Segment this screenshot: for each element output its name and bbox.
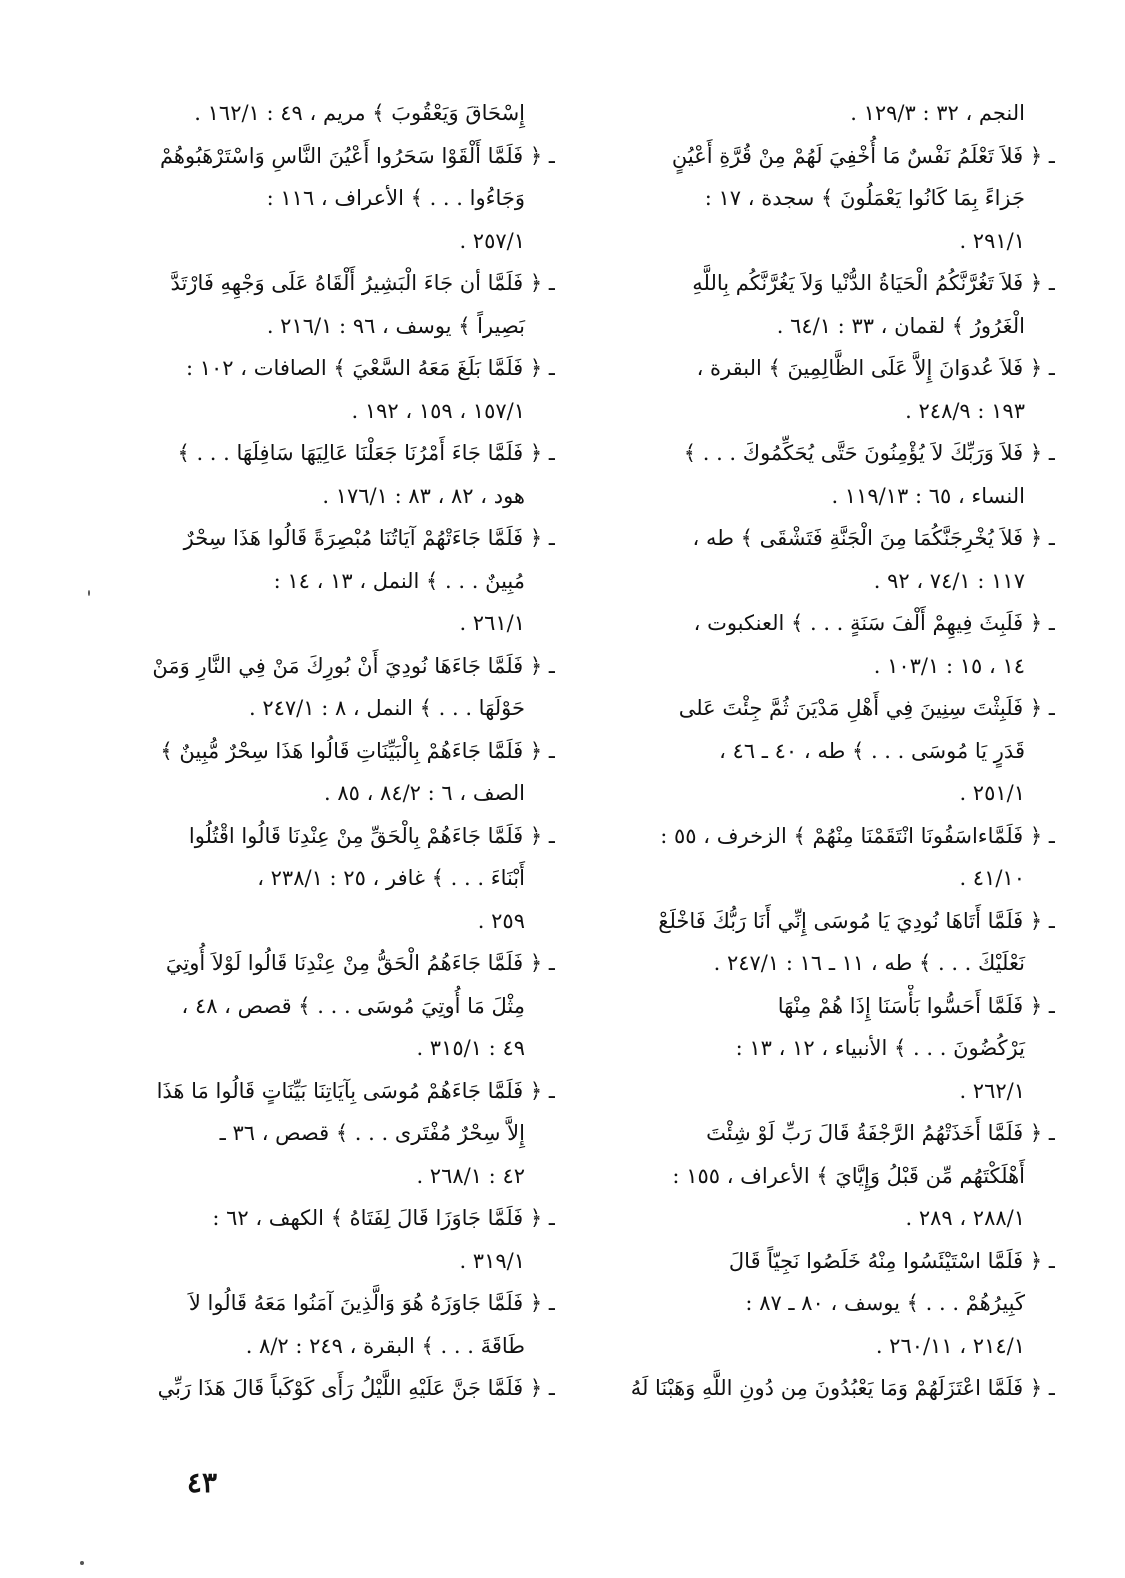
index-line: ـ ﴿ فَلَمَّا جَاءَ أَمْرُنَا جَعَلْنَا عَالِيَهَا سَافِلَهَا . . . ﴾ <box>177 441 555 465</box>
index-line: ـ ﴿ فَلاَ يُخْرِجَنَّكُمَا مِنَ الْجَنَّةِ فَتَشْقَى ﴾ طه ، <box>692 526 1055 550</box>
index-line: حَوْلَهَا . . . ﴾ النمل ، ٨ : ٢٤٧/١ . <box>248 696 525 720</box>
index-line: ٢٨٨/١ ، ٢٨٩ . <box>905 1206 1025 1230</box>
index-line: ـ ﴿ فَلَمَّا جَنَّ عَلَيْهِ اللَّيْلُ رَأَى كَوْكَباً قَالَ هَذَا رَبِّي <box>157 1376 555 1400</box>
index-line: ٤٢ : ٢٦٨/١ . <box>416 1163 525 1188</box>
index-line: الصف ، ٦ : ٨٤/٢ ، ٨٥ . <box>323 781 525 805</box>
index-line: ـ ﴿ فَلَمَّا جَاءَهُمْ مُوسَى بِآيَاتِنَا بَيِّنَاتٍ قَالُوا مَا هَذَا <box>156 1078 555 1103</box>
index-line: ١٥٧/١ ، ١٥٩ ، ١٩٢ . <box>351 398 525 423</box>
index-line: هود ، ٨٢ ، ٨٣ : ١٧٦/١ . <box>322 483 525 508</box>
index-line: ـ ﴿ فَلاَ تَغُرَّنَّكُمُ الْحَيَاةُ الدُّنْيا وَلاَ يَغُرَّنَّكُم بِاللَّهِ <box>692 271 1055 295</box>
index-line: ٢٦٢/١ . <box>959 1078 1025 1103</box>
index-line: ١٩٣ : ٢٤٨/٩ . <box>905 398 1025 423</box>
index-line: النجم ، ٣٢ : ١٢٩/٣ . <box>850 101 1025 125</box>
index-line: مُبِينٌ . . . ﴾ النمل ، ١٣ ، ١٤ : <box>273 568 525 593</box>
index-line: ـ ﴿ فَلَمَّا جَاوَزَهُ هُوَ وَالَّذِينَ آمَنُوا مَعَهُ قَالُوا لاَ <box>188 1291 555 1315</box>
index-line: ـ ﴿ فَلَمَّا جَاءَهُمُ الْحَقُّ مِنْ عِنْدِنَا قَالُوا لَوْلاَ أُوتِيَ <box>165 951 555 975</box>
index-line: بَصِيراً ﴾ يوسف ، ٩٦ : ٢١٦/١ . <box>266 313 525 338</box>
index-line: ـ ﴿ فَلَمَّا اعْتَزَلَهُمْ وَمَا يَعْبُدُونَ مِن دُونِ اللَّهِ وَهَبْنَا لَهُ <box>630 1376 1055 1400</box>
index-line: ـ ﴿ فَلَمَّا جَاءَهُمْ بِالْحَقِّ مِنْ عِنْدِنَا قَالُوا اقْتُلُوا <box>188 823 555 848</box>
index-line: ٤٩ : ٣١٥/١ . <box>416 1036 525 1060</box>
index-line: ٢٥٩ . <box>477 908 525 933</box>
index-line: ـ ﴿ فَلَبِثَ فِيهِمْ أَلْفَ سَنَةٍ . . . ﴾ العنكبوت ، <box>693 611 1055 635</box>
index-line: قَدَرٍ يَا مُوسَى . . . ﴾ طه ، ٤٠ ـ ٤٦ ، <box>719 738 1025 763</box>
index-line: ٢٩١/١ . <box>959 228 1025 253</box>
index-line: ـ ﴿ فَلَمَّا أَلْقَوْا سَحَرُوا أَعْيُنَ النَّاسِ وَاسْتَرْهَبُوهُمْ <box>159 143 555 168</box>
index-line: ـ ﴿ فَلَمَّا أَحَسُّوا بَأْسَنَا إِذَا هُمْ مِنْهَا <box>777 993 1055 1018</box>
index-line: ٢٦١/١ . <box>459 611 525 635</box>
index-line: ـ ﴿ فَلاَ تَعْلَمُ نَفْسٌ مَا أُخْفِيَ لَهُمْ مِنْ قُرَّةِ أَعْيُنٍ <box>671 143 1055 168</box>
page-number: ٤٣ <box>186 1466 217 1499</box>
index-line: مِثْلَ مَا أُوتِيَ مُوسَى . . . ﴾ قصص ، ٤٨ ، <box>181 993 525 1018</box>
index-line: الْغَرُورُ ﴾ لقمان ، ٣٣ : ٦٤/١ . <box>776 313 1025 338</box>
index-line: ـ ﴿ فَلَمَّا أن جَاءَ الْبَشِيرُ أَلْقَاهُ عَلَى وَجْهِهِ فَارْتَدَّ <box>170 271 555 295</box>
index-line: إِلاَّ سِحْرٌ مُفْتَرى . . . ﴾ قصص ، ٣٦ ـ <box>219 1121 525 1145</box>
index-line: جَزاءً بِمَا كَانُوا يَعْمَلُونَ ﴾ سجدة ، ١٧ : <box>704 186 1025 210</box>
index-line: وَجَاءُوا . . . ﴾ الأعراف ، ١١٦ : <box>266 186 525 210</box>
index-line: ٣١٩/١ . <box>459 1248 525 1273</box>
index-line: ـ ﴿ فَلَمَّا جَاءَتْهُمْ آيَاتُنَا مُبْصِرَةً قَالُوا هَذَا سِحْرٌ <box>183 526 555 550</box>
index-line: ـ ﴿ فَلَمَّا اسْتَيْئَسُوا مِنْهُ خَلَصُوا نَجِيّاً قَالَ <box>728 1248 1055 1273</box>
scan-speck <box>88 590 90 596</box>
index-line: ـ ﴿ فَلَمَّا جَاءَهَا نُودِيَ أَنْ بُورِكَ مَنْ فِي النَّارِ وَمَنْ <box>152 653 555 678</box>
index-line: ٢٥٧/١ . <box>459 228 525 253</box>
index-line: أَبْنَاءَ . . . ﴾ غافر ، ٢٥ : ٢٣٨/١ ، <box>257 866 525 890</box>
index-column-right <box>625 92 1055 1410</box>
index-line: ١٤ ، ١٥ : ١٠٣/١ . <box>873 653 1025 678</box>
index-line: إِسْحَاقَ وَيَعْقُوبَ ﴾ مريم ، ٤٩ : ١٦٢/١ . <box>194 101 525 125</box>
index-line: ـ ﴿ فَلَمَّا أَخَذَتْهُمُ الرَّجْفَةُ قَالَ رَبِّ لَوْ شِئْتَ <box>706 1121 1055 1145</box>
scan-speck <box>80 1561 84 1565</box>
index-line: ـ ﴿ فَلاَ عُدوَانَ إِلاَّ عَلَى الظَّالِمِينَ ﴾ البقرة ، <box>696 356 1055 380</box>
index-line: ـ ﴿ فَلَمَّا بَلَغَ مَعَهُ السَّعْيَ ﴾ الصافات ، ١٠٢ : <box>185 356 555 380</box>
index-line: طَاقَةَ . . . ﴾ البقرة ، ٢٤٩ : ٨/٢ . <box>245 1333 525 1358</box>
index-line: ـ ﴿ فَلاَ وَرَبِّكَ لاَ يُؤْمِنُونَ حَتَّى يُحَكِّمُوكَ . . . ﴾ <box>683 441 1055 465</box>
index-line: أَهْلَكْتَهُم مِّن قَبْلُ وَإِيَّايَ ﴾ الأعراف ، ١٥٥ : <box>672 1163 1025 1188</box>
index-line: ١١٧ : ٧٤/١ ، ٩٢ . <box>873 568 1025 593</box>
index-column-left <box>125 92 555 1410</box>
index-line: ٤١/١٠ . <box>959 866 1025 890</box>
index-line: ـ ﴿ فَلَمَّا جَاءَهُمْ بِالْبَيِّنَاتِ قَالُوا هَذَا سِحْرٌ مُّبِينٌ ﴾ <box>160 738 555 763</box>
index-line: نَعْلَيْكَ . . . ﴾ طه ، ١١ ـ ١٦ : ٢٤٧/١ . <box>713 951 1025 975</box>
index-line: النساء ، ٦٥ : ١١٩/١٣ . <box>831 483 1025 508</box>
index-line: ـ ﴿ فَلَمَّاءاسَفُونَا انْتَقَمْنَا مِنْهُمْ ﴾ الزخرف ، ٥٥ : <box>660 823 1055 848</box>
index-line: ٢١٤/١ ، ٢٦٠/١١ . <box>875 1333 1025 1358</box>
index-line: ـ ﴿ فَلَمَّا جَاوَزَا قَالَ لِفَتَاهُ ﴾ الكهف ، ٦٢ : <box>212 1206 555 1230</box>
index-line: ٢٥١/١ . <box>959 781 1025 805</box>
index-line: يَرْكُضُونَ . . . ﴾ الأنبياء ، ١٢ ، ١٣ : <box>735 1036 1025 1060</box>
index-line: ـ ﴿ فَلَمَّا أَتَاهَا نُودِيَ يَا مُوسَى إِنِّي أَنَا رَبُّكَ فَاخْلَعْ <box>658 908 1055 933</box>
index-line: كَبِيرُهُمْ . . . ﴾ يوسف ، ٨٠ ـ ٨٧ : <box>745 1291 1025 1315</box>
index-line: ـ ﴿ فَلَبِثْتَ سِنِينَ فِي أَهْلِ مَدْيَنَ ثُمَّ جِئْتَ عَلى <box>678 696 1055 720</box>
